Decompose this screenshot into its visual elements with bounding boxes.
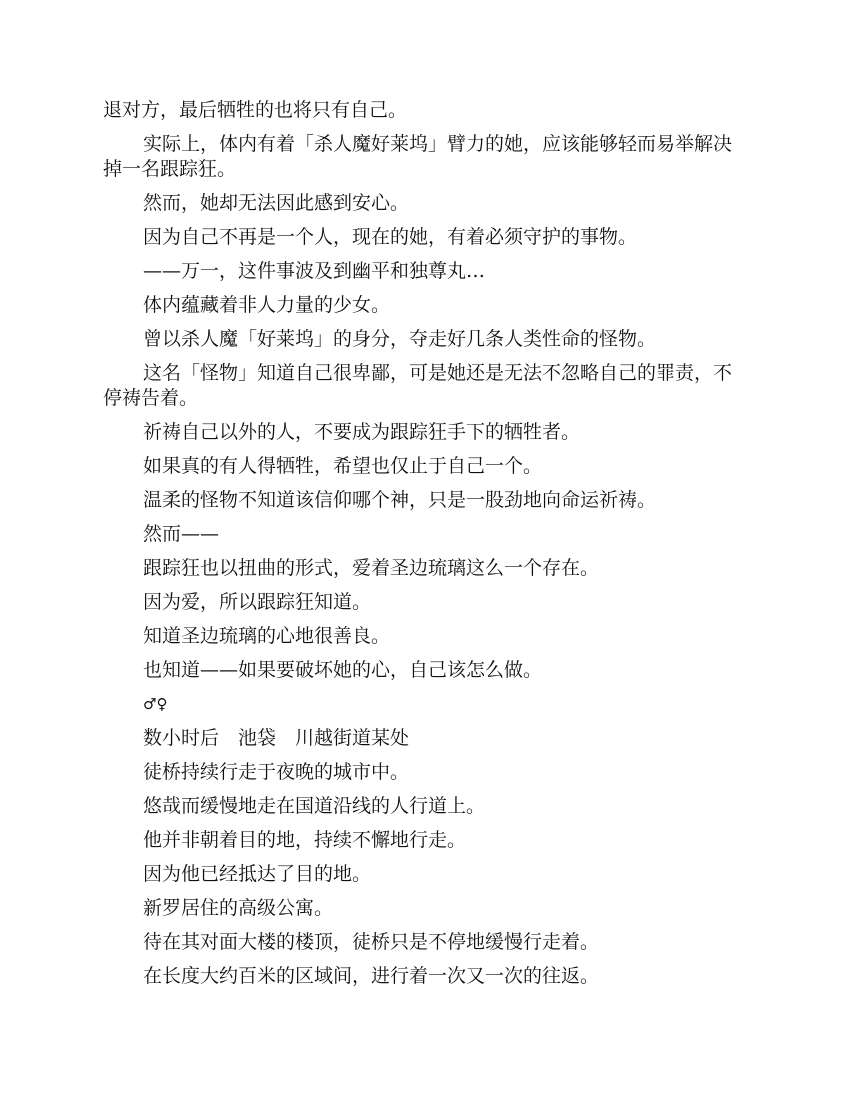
paragraph: 待在其对面大楼的楼顶，徒桥只是不停地缓慢行走着。 (143, 931, 600, 953)
paragraph: 曾以杀人魔「好莱坞」的身分，夺走好几条人类性命的怪物。 (143, 328, 657, 350)
document-body (103, 98, 748, 998)
paragraph: 因为自己不再是一个人，现在的她，有着必须守护的事物。 (143, 226, 638, 248)
paragraph: 祈祷自己以外的人，不要成为跟踪狂手下的牺牲者。 (143, 421, 581, 443)
paragraph: 退对方，最后牺牲的也将只有自己。 (103, 99, 408, 121)
paragraph: 在长度大约百米的区域间，进行着一次又一次的往返。 (143, 965, 600, 987)
paragraph: 因为他已经抵达了目的地。 (143, 863, 372, 885)
paragraph: 体内蕴藏着非人力量的少女。 (143, 294, 391, 316)
paragraph: 然而，她却无法因此感到安心。 (143, 192, 410, 214)
paragraph: 因为爱，所以跟踪狂知道。 (143, 591, 372, 613)
paragraph: 徒桥持续行走于夜晚的城市中。 (143, 761, 410, 783)
paragraph: 跟踪狂也以扭曲的形式，爱着圣边琉璃这么一个存在。 (143, 557, 600, 579)
paragraph: 这名「怪物」知道自己很卑鄙，可是她还是无法不忽略自己的罪责，不停祷告着。 (103, 362, 733, 409)
paragraph: 温柔的怪物不知道该信仰哪个神，只是一股劲地向命运祈祷。 (143, 489, 657, 511)
paragraph: 新罗居住的高级公寓。 (143, 897, 334, 919)
paragraph: 也知道——如果要破坏她的心，自己该怎么做。 (143, 659, 543, 681)
paragraph: 悠哉而缓慢地走在国道沿线的人行道上。 (143, 795, 486, 817)
paragraph: 知道圣边琉璃的心地很善良。 (143, 625, 391, 647)
paragraph: ——万一，这件事波及到幽平和独尊丸… (143, 260, 486, 282)
paragraph: 他并非朝着目的地，持续不懈地行走。 (143, 829, 467, 851)
scene-heading: 数小时后 池袋 川越街道某处 (143, 727, 410, 749)
paragraph: 如果真的有人得牺牲，希望也仅止于自己一个。 (143, 455, 543, 477)
section-break-symbol: ♂♀ (143, 695, 168, 713)
paragraph: 实际上，体内有着「杀人魔好莱坞」臂力的她，应该能够轻而易举解决掉一名跟踪狂。 (103, 133, 733, 180)
paragraph: 然而—— (143, 523, 220, 545)
